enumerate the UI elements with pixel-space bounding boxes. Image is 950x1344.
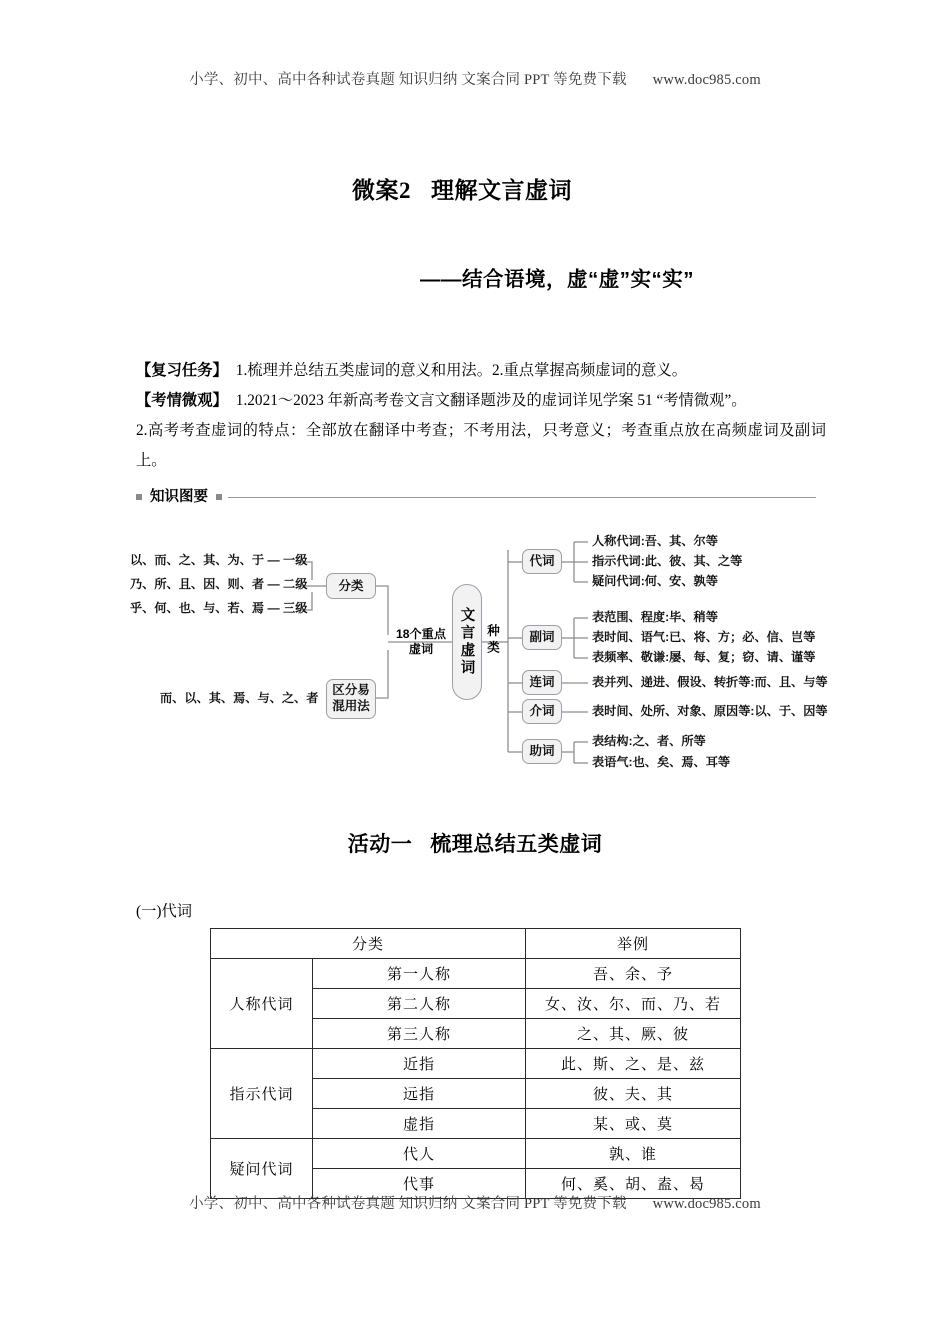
knowledge-mindmap [130,520,830,790]
exam-overview-text-1: 1.2021～2023 年新高考卷文言文翻译题涉及的虚词详见学案 51 “考情微观”。 [235,392,747,409]
exam-overview-line-2: 2.高考考查虚词的特点：全部放在翻译中考查；不考用法，只考意义；考查重点放在高频虚词及副词上。 [136,422,826,469]
trunk-label-line-2: 虚词 [408,642,434,656]
table-row [211,959,741,989]
running-header-url: www.doc985.com [652,72,761,88]
adverb-item-1: 表范围、程度:毕、稍等 [592,610,718,624]
row-examples: 彼、夫、其 [526,1079,741,1109]
row-type: 第一人称 [313,959,526,989]
row-examples: 孰、谁 [526,1139,741,1169]
square-bullet-icon-2 [216,494,222,500]
page-subtitle: ——结合语境，虚“虚”实“实” [420,268,694,291]
group-name-interrogative-pronoun: 疑问代词 [211,1139,313,1199]
node-adverb[interactable]: 副词 [522,625,562,650]
review-task-text: 1.梳理并总结五类虚词的意义和用法。2.重点掌握高频虚词的意义。 [235,362,688,379]
table-row [211,1139,741,1169]
section-divider [228,497,816,498]
row-type: 第二人称 [313,989,526,1019]
case-main-title: 理解文言虚词 [431,177,572,203]
pronoun-item-2: 指示代词:此、彼、其、之等 [592,554,743,568]
level-row-2 [130,578,307,591]
node-distinguish-confusable[interactable] [326,679,376,719]
row-type: 近指 [313,1049,526,1079]
running-header [0,68,950,89]
particle-item-2: 表语气:也、矣、焉、耳等 [592,755,731,769]
preposition-item-1: 表时间、处所、对象、原因等:以、于、因等 [592,704,828,718]
case-label: 微案 [352,177,399,203]
row-type: 虚指 [313,1109,526,1139]
level-1-rank: 一级 [283,553,308,567]
pronoun-table [210,928,741,1199]
table-header-row [211,929,741,959]
table-row [211,1049,741,1079]
table-header-examples: 举例 [526,929,741,959]
trunk-label-line-1: 18个重点 [395,627,447,641]
level-3-rank: 三级 [283,601,308,615]
adverb-item-2: 表时间、语气:已、将、方；必、信、岂等 [592,630,816,644]
review-task-line [136,356,826,386]
distinguish-line-1: 区分易 [332,683,370,698]
node-classification[interactable]: 分类 [326,573,376,599]
running-footer [0,1192,950,1213]
trunk-label-18-key-words [392,627,450,657]
row-type: 远指 [313,1079,526,1109]
row-examples: 某、或、莫 [526,1109,741,1139]
row-type: 第三人称 [313,1019,526,1049]
level-2-rank: 二级 [283,577,308,591]
pronoun-table-wrapper [210,928,740,1199]
running-header-text: 小学、初中、高中各种试卷真题 知识归纳 文案合同 PPT 等免费下载 [189,72,627,88]
table-header-classification: 分类 [211,929,526,959]
row-examples: 之、其、厥、彼 [526,1019,741,1049]
square-bullet-icon [136,494,142,500]
node-center-classical-function-words[interactable]: 文言虚词 [452,584,482,700]
exam-overview-line-1 [136,386,826,416]
row-examples: 何、奚、胡、盍、曷 [526,1169,741,1199]
case-number: 2 [399,178,411,203]
activity-label: 活动一 [347,833,413,856]
level-1-dash: — [267,553,280,567]
level-2-dash: — [267,577,280,591]
running-footer-url: www.doc985.com [652,1196,761,1212]
group-name-personal-pronoun: 人称代词 [211,959,313,1049]
level-row-1 [130,554,307,567]
level-row-3 [130,602,307,615]
row-type: 代人 [313,1139,526,1169]
subsection-label: (一)代词 [136,903,193,920]
conjunction-item-1: 表并列、递进、假设、转折等:而、且、与等 [592,675,828,689]
activity-title: 梳理总结五类虚词 [430,833,603,856]
node-pronoun[interactable]: 代词 [522,549,562,574]
node-particle[interactable]: 助词 [522,739,562,764]
distinguish-line-2: 混用法 [332,699,370,713]
page-title [352,172,572,205]
level-2-words: 乃、所、且、因、则、者 [130,577,265,591]
row-type: 代事 [313,1169,526,1199]
row-examples: 此、斯、之、是、兹 [526,1049,741,1079]
review-task-tag: 【复习任务】 [136,362,228,379]
node-preposition[interactable]: 介词 [522,699,562,724]
running-footer-text: 小学、初中、高中各种试卷真题 知识归纳 文案合同 PPT 等免费下载 [189,1196,627,1212]
level-3-dash: — [267,601,280,615]
adverb-item-3: 表频率、敬谦:屡、每、复；窃、请、谨等 [592,650,816,664]
activity-heading [0,828,950,858]
particle-item-1: 表结构:之、者、所等 [592,734,706,748]
knowledge-map-title: 知识图要 [150,488,208,505]
group-name-demonstrative-pronoun: 指示代词 [211,1049,313,1139]
intro-block [136,356,826,476]
exam-overview-tag: 【考情微观】 [136,392,228,409]
label-category-type: 种类 [485,624,500,657]
confusable-words: 而、以、其、焉、与、之、者 [160,691,319,705]
pronoun-item-1: 人称代词:吾、其、尔等 [592,534,718,548]
node-conjunction[interactable]: 连词 [522,670,562,695]
level-3-words: 乎、何、也、与、若、焉 [130,601,265,615]
row-examples: 女、汝、尔、而、乃、若 [526,989,741,1019]
pronoun-item-3: 疑问代词:何、安、孰等 [592,574,718,588]
level-1-words: 以、而、之、其、为、于 [130,553,265,567]
knowledge-map-section-bar [136,487,816,507]
row-examples: 吾、余、予 [526,959,741,989]
